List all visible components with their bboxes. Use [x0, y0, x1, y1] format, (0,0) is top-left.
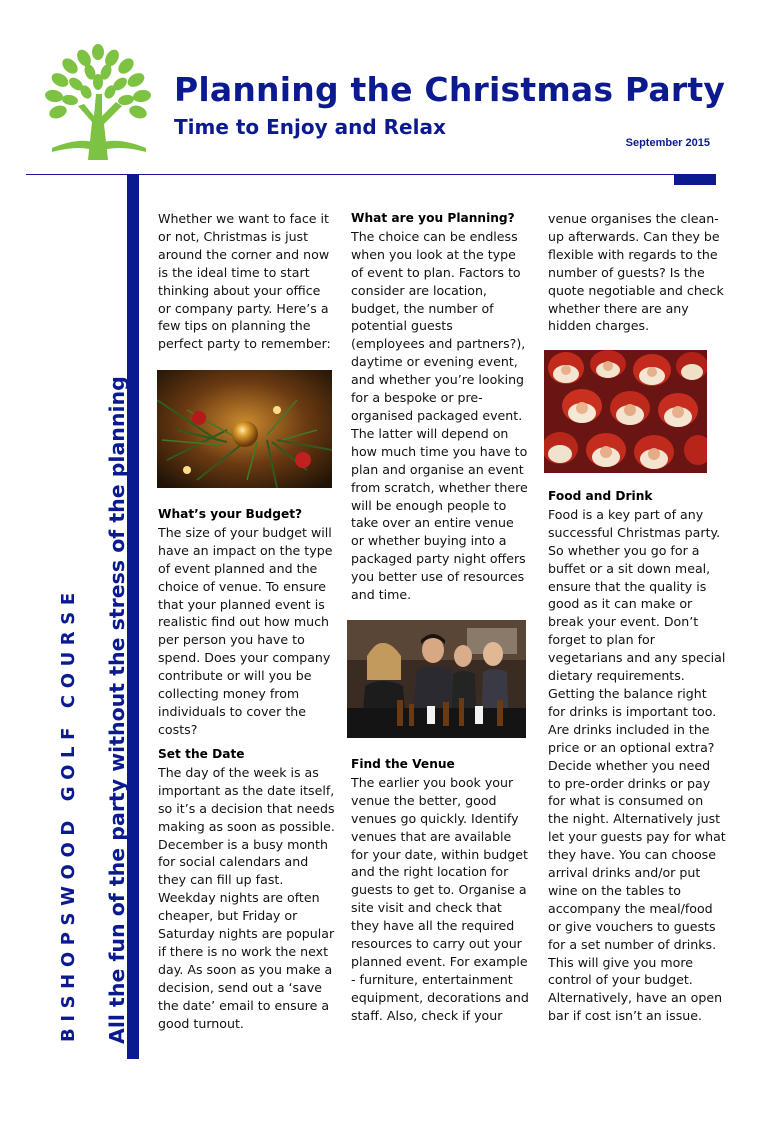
- party-guests-photo: [347, 620, 526, 738]
- date-text: The day of the week is as important as the date itself, so it’s a decision that needs making as soon as possible. December is a busy month for social calendars and they can fill up fast. Weekday nights are often cheaper, but Friday or Saturday nights are popular if there is no work the next day. As soon as you make a decision, send out a ‘save the date’ email to ensure a good turnout.: [158, 764, 335, 1031]
- sidebar-course-name: BISHOPSWOOD GOLF COURSE: [58, 586, 79, 1042]
- food-section: [548, 488, 726, 1025]
- food-text: Food is a key part of any successful Christmas party. So whether you go for a buffet or a sit down meal, ensure that the quality is good as it can make or break your event. Don’t forget to plan for vegetarians and any special dietary requirements. Getting the balance right for drinks is important too. Are drinks included in the price or an optional extra? Decide whether you need to pre-order drinks or pay for what is consumed on the night. Alternatively just let your guests pay for what they have. You can choose arrival drinks and/or put wine on the tables to accompany the meal/food or give vouchers to guests for a set number of drinks. This will give you more control of your budget. Alternatively, have an open bar if cost isn’t an issue.: [548, 506, 726, 1024]
- venue-section: [351, 756, 529, 1025]
- food-heading: Food and Drink: [548, 489, 653, 503]
- budget-text: The size of your budget will have an impact on the type of event planned and the choice of venue. To ensure that your planned event is realistic find out how much per person you have to spend. Does your company contribute or will you be collecting money from individuals to cover the costs?: [158, 524, 333, 737]
- venue-continued-text: venue organises the clean-up afterwards. Can they be flexible with regards to the number of guests? Is the quote negotiable and check whether there are any hidden charges.: [548, 211, 724, 334]
- sidebar-tagline: All the fun of the party without the stress of the planning: [105, 376, 129, 1044]
- date-section: [158, 746, 336, 1033]
- budget-section: [158, 506, 336, 739]
- intro-section: [158, 210, 336, 353]
- tree-logo-icon: [42, 44, 154, 160]
- planning-heading: What are you Planning?: [351, 211, 515, 225]
- budget-heading: What’s your Budget?: [158, 507, 303, 521]
- page-subtitle: Time to Enjoy and Relax: [174, 115, 446, 139]
- header-divider-accent: [674, 174, 716, 185]
- planning-section: [351, 210, 529, 604]
- venue-text: The earlier you book your venue the better, good venues go quickly. Identify venues that are available for your date, within budget and the right location for guests to get to. Organise a site visit and check that they have all the required resources to carry out your planned event. For example - furniture, entertainment equipment, decorations and staff. Also, check if your: [351, 774, 529, 1023]
- planning-text: The choice can be endless when you look at the type of event to plan. Factors to consider are location, budget, the number of potential guests (employees and partners?), daytime or evening event, and whether you’re looking for a bespoke or pre-organised packaged event. The latter will depend on how much time you have to plan and organise an event from scratch, whether there will be enough people to take over an entire venue or whether buying into a packaged party night offers you better use of resources and time.: [351, 228, 528, 603]
- venue-continued-section: [548, 210, 726, 335]
- christmas-decoration-photo: [157, 370, 332, 488]
- page-title: Planning the Christmas Party: [174, 70, 726, 109]
- venue-heading: Find the Venue: [351, 757, 455, 771]
- santa-cookies-photo: [544, 350, 707, 473]
- issue-date: September 2015: [625, 137, 710, 149]
- date-heading: Set the Date: [158, 747, 245, 761]
- intro-text: Whether we want to face it or not, Christmas is just around the corner and now is the ideal time to start thinking about your office or company party. Here’s a few tips on planning the perfect party to remember:: [158, 211, 331, 352]
